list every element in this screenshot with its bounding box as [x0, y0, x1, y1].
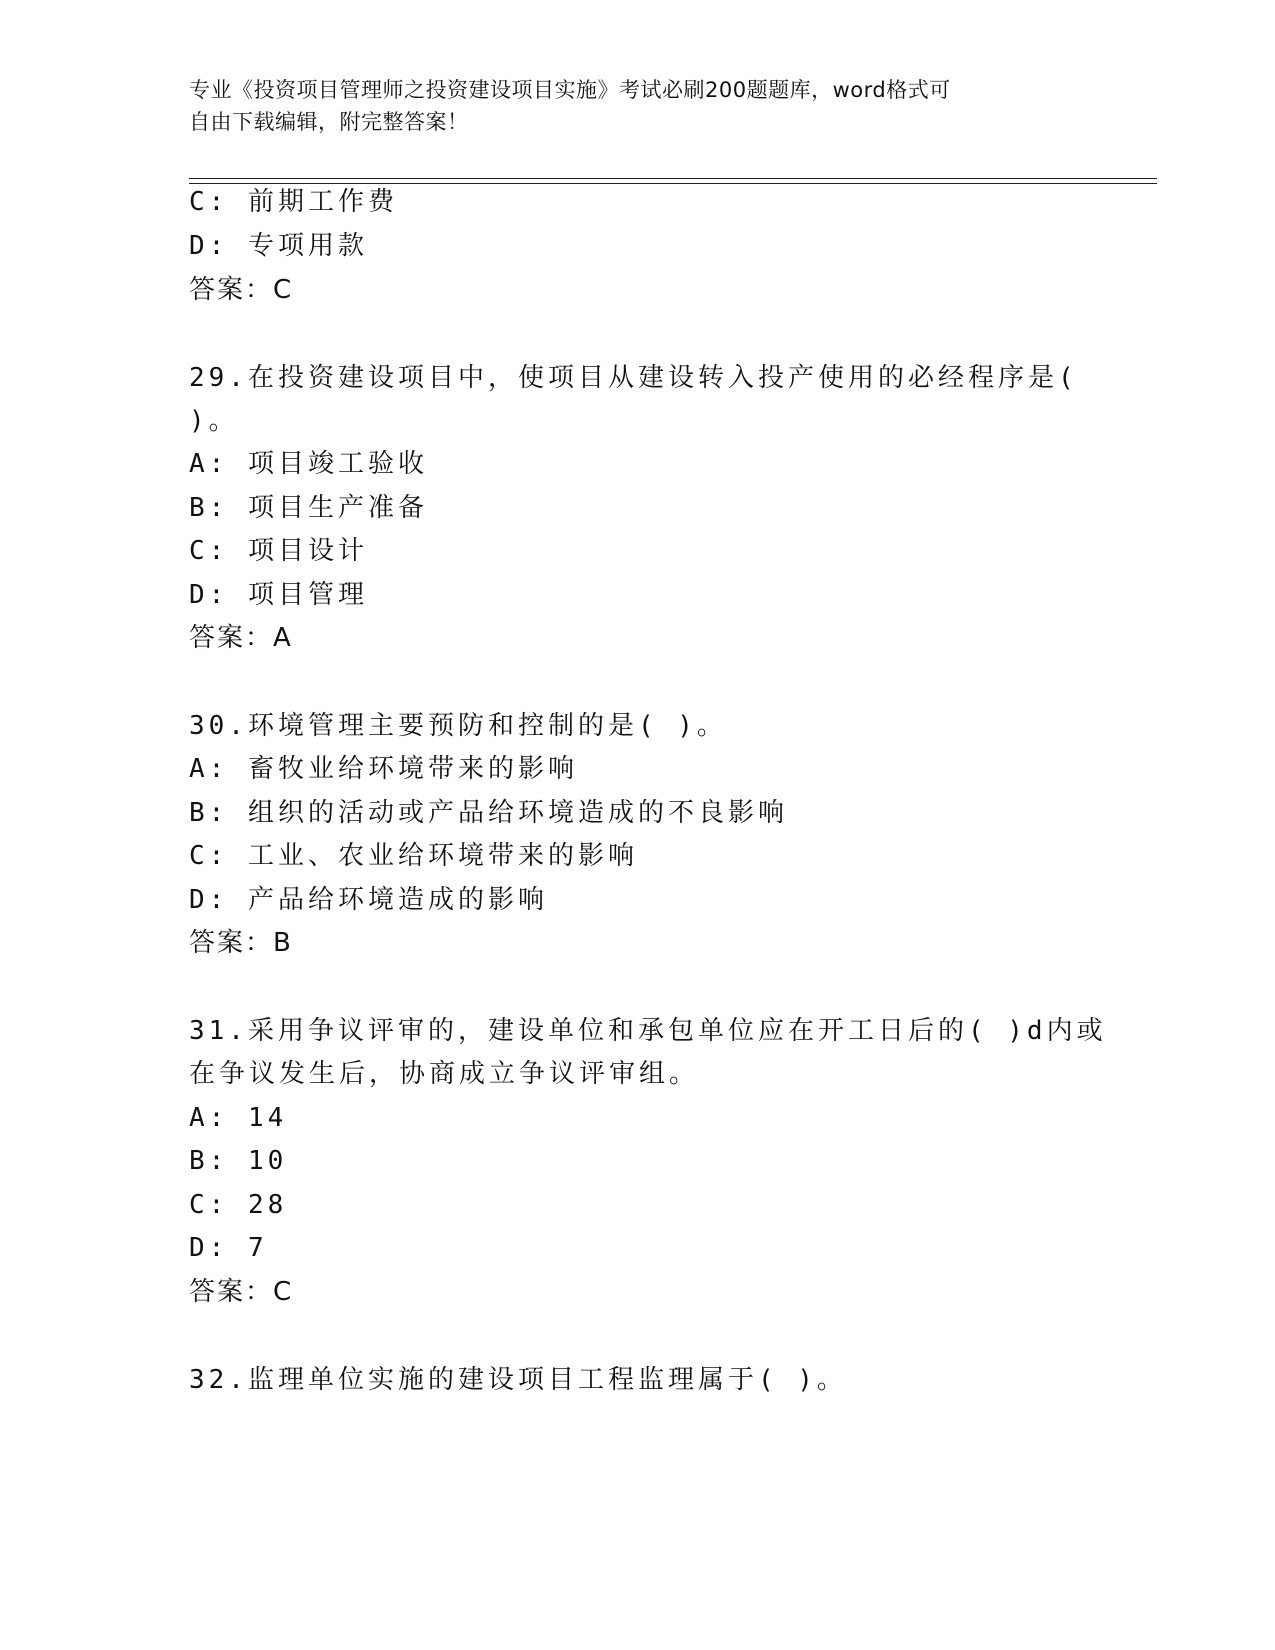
question-31-answer: 答案：C — [189, 1277, 294, 1307]
header-line-2: 自由下载编辑，附完整答案！ — [189, 110, 469, 134]
option-d: D: 专项用款 — [189, 231, 368, 261]
question-31-option-b: B: 10 — [189, 1146, 288, 1176]
question-29-option-b: B: 项目生产准备 — [189, 493, 428, 523]
question-30-option-b: B: 组织的活动或产品给环境造成的不良影响 — [189, 798, 788, 828]
question-29-stem-cont: )。 — [189, 406, 239, 436]
question-29-option-d: D: 项目管理 — [189, 580, 368, 610]
answer-line: 答案：C — [189, 275, 294, 305]
question-29-option-c: C: 项目设计 — [189, 536, 368, 566]
question-31-option-d: D: 7 — [189, 1233, 268, 1263]
question-31-stem: 31.采用争议评审的，建设单位和承包单位应在开工日后的( )d内或 — [189, 1016, 1107, 1046]
question-31-stem-cont: 在争议发生后，协商成立争议评审组。 — [189, 1059, 700, 1089]
question-30-stem: 30.环境管理主要预防和控制的是( )。 — [189, 711, 727, 741]
question-32-stem: 32.监理单位实施的建设项目工程监理属于( )。 — [189, 1365, 847, 1395]
question-30-option-d: D: 产品给环境造成的影响 — [189, 885, 548, 915]
header-divider — [189, 178, 1157, 184]
question-29-answer: 答案：A — [189, 623, 293, 653]
question-30-option-c: C: 工业、农业给环境带来的影响 — [189, 841, 638, 871]
question-30-option-a: A: 畜牧业给环境带来的影响 — [189, 754, 578, 784]
question-31-option-c: C: 28 — [189, 1190, 288, 1220]
question-31-option-a: A: 14 — [189, 1103, 288, 1133]
question-30-answer: 答案：B — [189, 928, 293, 958]
header-line-1: 专业《投资项目管理师之投资建设项目实施》考试必刷200题题库，word格式可 — [189, 78, 951, 102]
question-29-stem: 29.在投资建设项目中，使项目从建设转入投产使用的必经程序是( — [189, 363, 1078, 393]
question-29-option-a: A: 项目竣工验收 — [189, 449, 428, 479]
option-c: C: 前期工作费 — [189, 187, 398, 217]
document-header — [189, 74, 1069, 138]
